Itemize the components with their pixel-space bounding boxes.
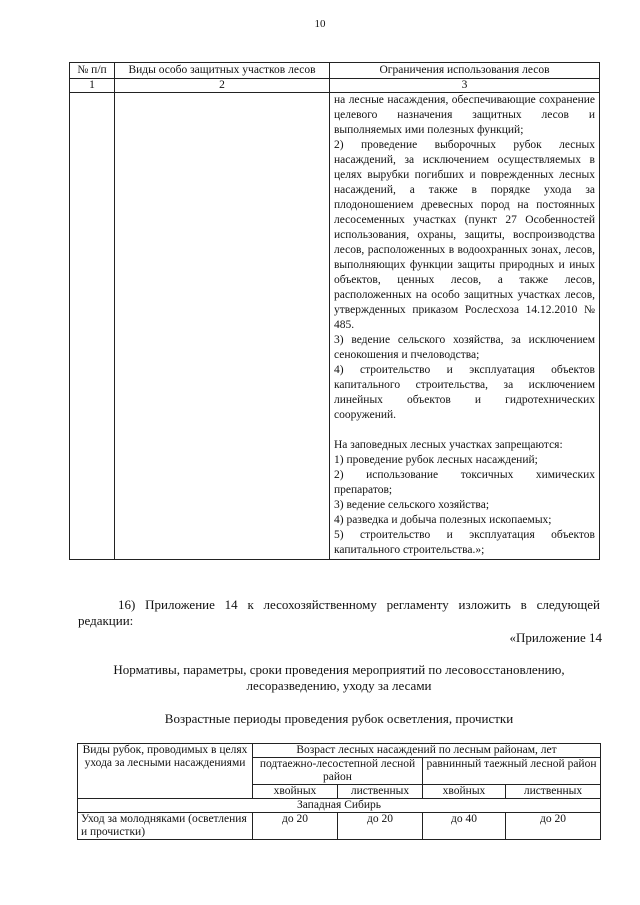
colnum-3: 3 [330, 79, 600, 93]
header-conifer-2: хвойных [423, 785, 506, 799]
row-label: Уход за молодняками (осветления и прочистки) [78, 813, 253, 840]
page-number: 10 [314, 18, 326, 30]
row-value: до 40 [423, 813, 506, 840]
paragraph-16: 16) Приложение 14 к лесохозяйственному регламенту изложить в следующей редакции: [78, 597, 600, 628]
header-deciduous-2: лиственных [506, 785, 601, 799]
restriction-line: 4) разведка и добыча полезных ископаемых; [334, 514, 552, 526]
header-age: Возраст лесных насаждений по лесным районам, лет [253, 744, 601, 758]
section-subtitle: Возрастные периоды проведения рубок осветления, прочистки [164, 711, 514, 726]
row-value: до 20 [506, 813, 601, 840]
cell-empty-1 [70, 93, 115, 560]
restriction-line: 5) строительство и эксплуатация объектов капитального строительства.»; [334, 529, 595, 556]
row-value: до 20 [253, 813, 338, 840]
restrictions-table [69, 62, 600, 560]
restriction-line: 3) ведение сельского хозяйства; [334, 499, 490, 511]
header-cut-types: Виды рубок, проводимых в целях ухода за лесными насаждениями [78, 744, 253, 799]
header-types: Виды особо защитных участков лесов [115, 63, 330, 79]
appendix-label: «Приложение 14 [509, 630, 602, 645]
section-title: Нормативы, параметры, сроки проведения мероприятий по лесовосстановлению, лесоразведению, уходу за лесами [113, 662, 565, 693]
restrictions-text [330, 93, 600, 560]
restriction-line: 2) проведение выборочных рубок лесных насаждений, за исключением осуществляемых в целях вырубки погибших и поврежденных лесных насаждений, а также в порядке ухода за плодоношением древесных пород на постоянных лесосеменных участках (пункт 27 Особенностей использования, охраны, защиты, воспроизводства лесов, расположенных в водоохранных зонах, лесов, выполняющих функции защиты природных и иных объектов, ценных лесов, а также лесов, расположенных на особо защитных участках лесов, утвержденных приказом Рослесхоза 14.12.2010 № 485. [334, 139, 595, 331]
header-conifer-1: хвойных [253, 785, 338, 799]
header-number: № п/п [70, 63, 115, 79]
restriction-line: на лесные насаждения, обеспечивающие сохранение целевого назначения защитных лесов и выполняемых ими полезных функций; [334, 94, 595, 136]
colnum-1: 1 [70, 79, 115, 93]
restriction-line: 4) строительство и эксплуатация объектов капитального строительства, за исключением линейных объектов и гидротехнических сооружений. [334, 364, 595, 421]
thinning-age-table [77, 743, 601, 840]
header-restrictions: Ограничения использования лесов [330, 63, 600, 79]
restriction-line: 2) использование токсичных химических препаратов; [334, 469, 595, 496]
colnum-2: 2 [115, 79, 330, 93]
header-region-2: равнинный таежный лесной район [423, 758, 601, 785]
restriction-line: 1) проведение рубок лесных насаждений; [334, 454, 538, 466]
header-deciduous-1: лиственных [338, 785, 423, 799]
cell-empty-2 [115, 93, 330, 560]
restriction-line: 3) ведение сельского хозяйства, за исключением сенокошения и пчеловодства; [334, 334, 595, 361]
header-region-1: подтаежно-лесостепной лесной район [253, 758, 423, 785]
restriction-line: На заповедных лесных участках запрещаются: [334, 439, 563, 451]
zone-row: Западная Сибирь [78, 799, 601, 813]
row-value: до 20 [338, 813, 423, 840]
